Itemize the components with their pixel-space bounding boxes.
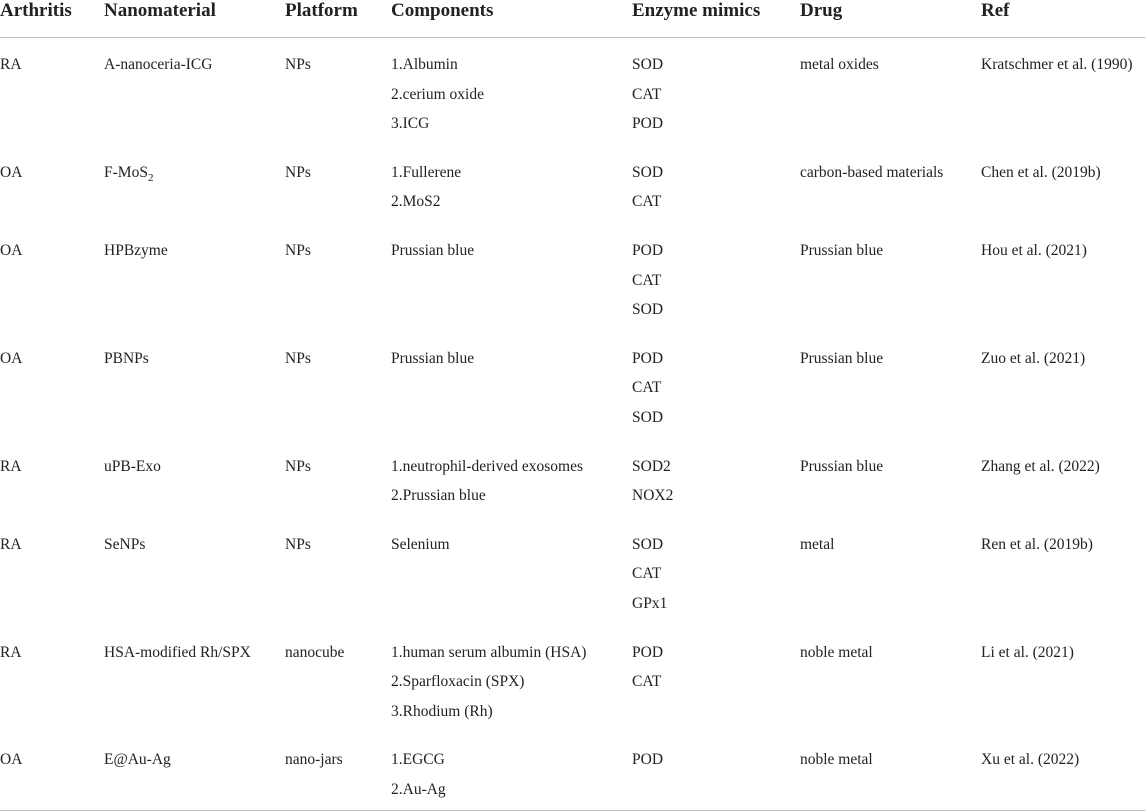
cell-nanomaterial <box>104 139 285 217</box>
cell-components-line: 2.Sparfloxacin (SPX) <box>391 673 525 691</box>
cell-arthritis: RA <box>0 56 22 73</box>
cell-enzyme-mimics-line: POD <box>632 349 664 367</box>
cell-drug: Prussian blue <box>800 349 884 367</box>
cell-platform: NPs <box>285 163 311 181</box>
header-enzyme-mimics: Enzyme mimics <box>632 0 761 21</box>
cell-nanomaterial <box>104 325 285 433</box>
nanomaterial-name: uPB-Exo <box>104 457 161 475</box>
nanomaterial-name: HPBzyme <box>104 241 168 259</box>
cell-enzyme-mimics-line: NOX2 <box>632 487 674 505</box>
table-row <box>0 511 1145 619</box>
table-header-row <box>0 0 1145 38</box>
cell-components-line: 1.Albumin <box>391 56 458 73</box>
cell-enzyme-mimics-line: CAT <box>632 85 662 103</box>
cell-components-line: 1.human serum albumin (HSA) <box>391 643 587 661</box>
table-row <box>0 139 1145 217</box>
cell-enzyme-mimics-line: SOD2 <box>632 457 671 475</box>
nanomaterial-name: PBNPs <box>104 349 149 367</box>
cell-components <box>391 619 632 727</box>
header-nanomaterial: Nanomaterial <box>104 0 216 21</box>
cell-enzyme-mimics-line: POD <box>632 241 664 259</box>
cell-components <box>391 511 632 619</box>
cell-enzyme-mimics-line: SOD <box>632 163 664 181</box>
cell-drug: Prussian blue <box>800 457 884 475</box>
nanomaterial-name: SeNPs <box>104 535 146 553</box>
cell-enzyme-mimics <box>632 217 800 325</box>
table-row <box>0 217 1145 325</box>
cell-nanomaterial <box>104 217 285 325</box>
cell-components-line: 1.EGCG <box>391 751 445 769</box>
cell-components-line: Prussian blue <box>391 241 475 259</box>
cell-components <box>391 139 632 217</box>
cell-arthritis: RA <box>0 457 22 475</box>
cell-platform: nano-jars <box>285 751 343 769</box>
cell-enzyme-mimics <box>632 511 800 619</box>
cell-drug: carbon-based materials <box>800 163 944 181</box>
cell-drug: metal <box>800 535 835 553</box>
cell-arthritis: RA <box>0 643 22 661</box>
cell-nanomaterial <box>104 38 285 139</box>
cell-components-line: 3.ICG <box>391 115 430 133</box>
cell-platform: NPs <box>285 56 311 73</box>
cell-components-line: Prussian blue <box>391 349 475 367</box>
cell-components-line: 1.Fullerene <box>391 163 462 181</box>
cell-drug: noble metal <box>800 643 873 661</box>
cell-ref: Zhang et al. (2022) <box>981 457 1100 475</box>
cell-nanomaterial <box>104 511 285 619</box>
nanomaterial-name: HSA-modified Rh/SPX <box>104 643 251 661</box>
cell-ref: Zuo et al. (2021) <box>981 349 1086 367</box>
table-row <box>0 726 1145 811</box>
cell-components-line: 2.MoS2 <box>391 193 441 211</box>
nanomaterial-subscript: 2 <box>147 171 154 184</box>
cell-components-line: 2.cerium oxide <box>391 85 484 103</box>
nanomaterial-name: F-MoS <box>104 163 148 181</box>
cell-enzyme-mimics <box>632 433 800 511</box>
cell-arthritis: OA <box>0 241 23 259</box>
cell-components-line: 2.Prussian blue <box>391 487 486 505</box>
nanomaterial-name: A-nanoceria-ICG <box>104 56 213 73</box>
cell-nanomaterial <box>104 433 285 511</box>
cell-enzyme-mimics-line: SOD <box>632 56 664 73</box>
cell-ref: Hou et al. (2021) <box>981 241 1087 259</box>
cell-ref: Chen et al. (2019b) <box>981 163 1101 181</box>
cell-ref: Kratschmer et al. (1990) <box>981 56 1133 73</box>
nanomaterial-name: E@Au-Ag <box>104 751 171 769</box>
cell-drug: Prussian blue <box>800 241 884 259</box>
cell-components-line: 3.Rhodium (Rh) <box>391 702 493 720</box>
cell-enzyme-mimics-line: SOD <box>632 301 664 319</box>
cell-nanomaterial <box>104 726 285 811</box>
cell-nanomaterial <box>104 619 285 727</box>
table-row <box>0 38 1145 139</box>
cell-enzyme-mimics-line: CAT <box>632 193 662 211</box>
cell-platform: NPs <box>285 535 311 553</box>
table-row <box>0 325 1145 433</box>
cell-enzyme-mimics <box>632 139 800 217</box>
cell-enzyme-mimics-line: GPx1 <box>632 594 668 612</box>
cell-arthritis: RA <box>0 535 22 553</box>
cell-components-line: Selenium <box>391 535 450 553</box>
cell-enzyme-mimics-line: CAT <box>632 673 662 691</box>
table-row <box>0 433 1145 511</box>
cell-components <box>391 325 632 433</box>
cell-enzyme-mimics-line: CAT <box>632 271 662 289</box>
cell-components <box>391 38 632 139</box>
cell-arthritis: OA <box>0 163 23 181</box>
header-platform: Platform <box>285 0 358 21</box>
cell-components <box>391 217 632 325</box>
cell-components <box>391 433 632 511</box>
cell-enzyme-mimics <box>632 325 800 433</box>
cell-platform: NPs <box>285 349 311 367</box>
cell-enzyme-mimics <box>632 38 800 139</box>
cell-ref: Xu et al. (2022) <box>981 751 1080 769</box>
cell-enzyme-mimics-line: SOD <box>632 408 664 426</box>
cell-arthritis: OA <box>0 751 23 769</box>
cell-drug: metal oxides <box>800 56 879 73</box>
cell-ref: Ren et al. (2019b) <box>981 535 1093 553</box>
cell-drug: noble metal <box>800 751 873 769</box>
cell-arthritis: OA <box>0 349 23 367</box>
cell-enzyme-mimics-line: CAT <box>632 379 662 397</box>
table-row <box>0 619 1145 727</box>
cell-enzyme-mimics-line: CAT <box>632 565 662 583</box>
cell-platform: nanocube <box>285 643 345 661</box>
cell-enzyme-mimics-line: POD <box>632 643 664 661</box>
header-ref: Ref <box>981 0 1010 21</box>
cell-components-line: 1.neutrophil-derived exosomes <box>391 457 583 475</box>
header-components: Components <box>391 0 494 21</box>
cell-enzyme-mimics-line: SOD <box>632 535 664 553</box>
cell-enzyme-mimics-line: POD <box>632 751 664 769</box>
cell-ref: Li et al. (2021) <box>981 643 1074 661</box>
header-drug: Drug <box>800 0 843 21</box>
cell-platform: NPs <box>285 457 311 475</box>
cell-platform: NPs <box>285 241 311 259</box>
cell-enzyme-mimics <box>632 726 800 811</box>
header-arthritis: Arthritis <box>0 0 72 21</box>
cell-enzyme-mimics-line: POD <box>632 115 664 133</box>
cell-enzyme-mimics <box>632 619 800 727</box>
cell-components <box>391 726 632 811</box>
cell-components-line: 2.Au-Ag <box>391 780 446 798</box>
table-body <box>0 38 1145 811</box>
